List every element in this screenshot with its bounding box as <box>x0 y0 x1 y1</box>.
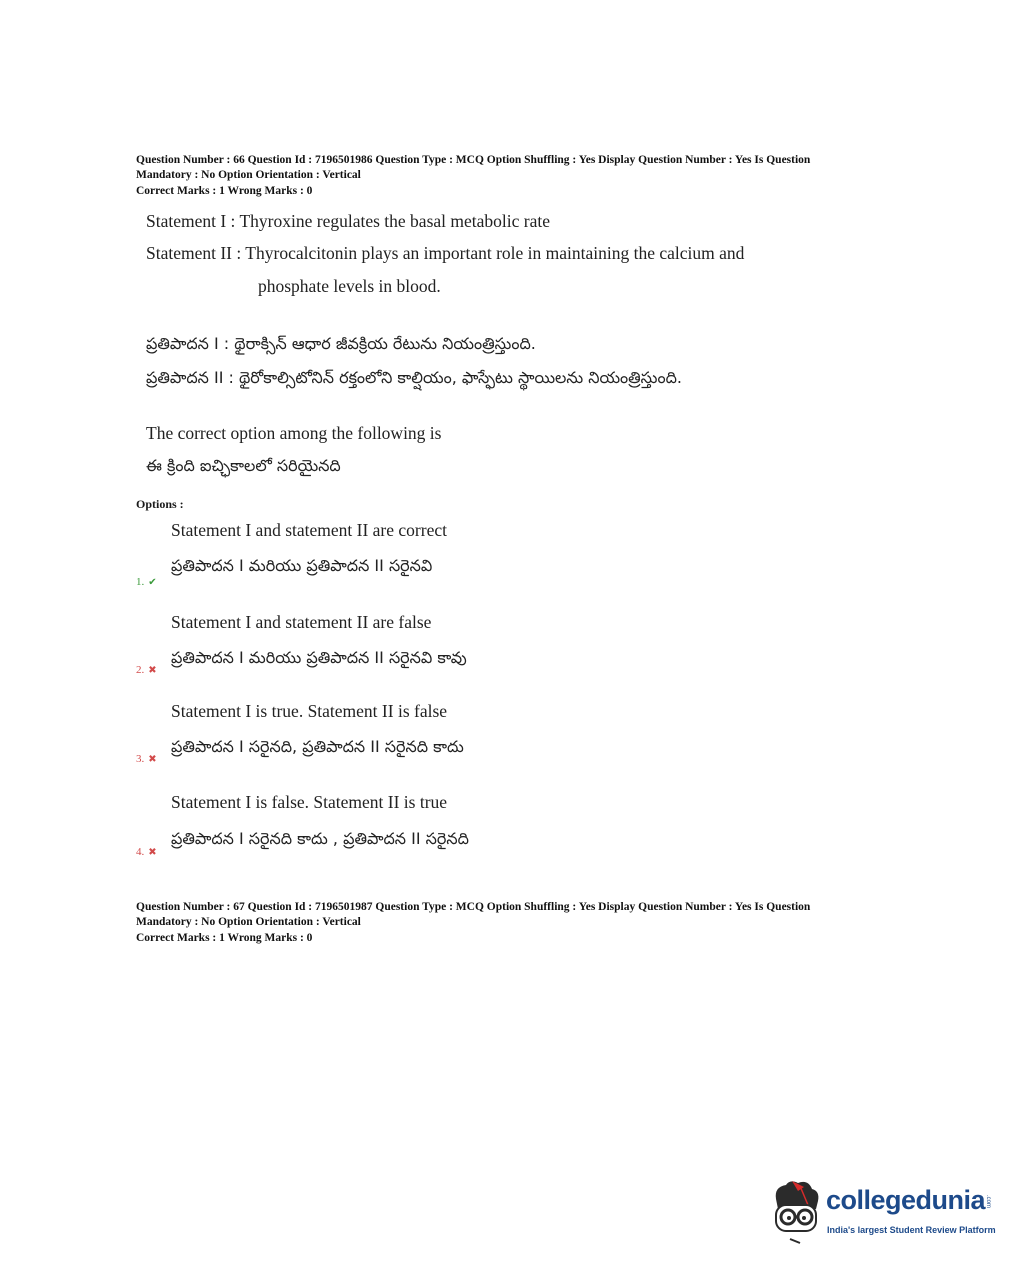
option-2-number <box>136 664 157 676</box>
collegedunia-logo <box>768 1177 996 1245</box>
cross-icon: ✖ <box>148 754 157 765</box>
question-67-meta-line1: Question Number : 67 Question Id : 7196501987 Question Type : MCQ Option Shuffling : Yes Display Question Number : Yes Is Question <box>136 901 811 913</box>
check-icon: ✔ <box>148 577 157 588</box>
option-4-text-en: Statement I is false. Statement II is true <box>171 792 448 812</box>
logo-domain-suffix: .com <box>985 1195 991 1209</box>
question-prompt-te: ఈ క్రింది ఐచ్ఛికాలలో సరియైనది <box>146 456 341 475</box>
option-3-number-label: 3. <box>136 753 145 765</box>
option-1-number <box>136 576 157 588</box>
question-66-meta-line1: Question Number : 66 Question Id : 7196501986 Question Type : MCQ Option Shuffling : Yes Display Question Number : Yes Is Question <box>136 154 811 166</box>
logo-tagline: India's largest Student Review Platform <box>827 1225 996 1235</box>
question-prompt-en: The correct option among the following is <box>146 423 442 443</box>
option-4-text-te: ప్రతిపాదన I సరైనది కాదు , ప్రతిపాదన II సరైనది <box>171 829 469 848</box>
logo-wordmark: collegedunia <box>826 1185 986 1215</box>
options-label: Options : <box>136 497 184 511</box>
statement-1-en: Statement I : Thyroxine regulates the basal metabolic rate <box>146 211 550 231</box>
question-66-marks: Correct Marks : 1 Wrong Marks : 0 <box>136 185 313 197</box>
option-1-number-label: 1. <box>136 576 145 588</box>
cross-icon: ✖ <box>148 847 157 858</box>
cross-icon: ✖ <box>148 665 157 676</box>
question-66-meta <box>136 153 896 199</box>
option-1-text-te: ప్రతిపాదన I మరియు ప్రతిపాదన II సరైనవి <box>171 556 433 575</box>
option-4-number-label: 4. <box>136 846 145 858</box>
option-3-text-en: Statement I is true. Statement II is false <box>171 701 448 721</box>
statement-2-en-line2: phosphate levels in blood. <box>258 276 441 296</box>
option-3-number <box>136 753 157 765</box>
statement-2-en-line1: Statement II : Thyrocalcitonin plays an important role in maintaining the calcium and <box>146 243 745 263</box>
question-66-meta-line2: Mandatory : No Option Orientation : Vertical <box>136 168 361 181</box>
statement-1-te: ప్రతిపాదన I : థైరాక్సిన్ ఆధార జీవక్రియ రేటును నియంత్రిస్తుంది. <box>146 334 536 353</box>
option-2-text-en: Statement I and statement II are false <box>171 612 432 632</box>
option-4-number <box>136 846 157 858</box>
question-67-meta <box>136 900 896 946</box>
option-2-number-label: 2. <box>136 664 145 676</box>
option-2-text-te: ప్రతిపాదన I మరియు ప్రతిపాదన II సరైనవి కావు <box>171 648 467 667</box>
statement-2-te: ప్రతిపాదన II : థైరోకాల్సిటోనిన్ రక్తంలోని కాల్షియం, ఫాస్ఫేటు స్థాయిలను నియంత్రిస్తుంది. <box>146 368 682 387</box>
question-67-meta-line2: Mandatory : No Option Orientation : Vertical <box>136 915 361 928</box>
question-67-marks: Correct Marks : 1 Wrong Marks : 0 <box>136 932 313 944</box>
mascot-icon <box>768 1177 826 1245</box>
option-3-text-te: ప్రతిపాదన I సరైనది, ప్రతిపాదన II సరైనది కాదు <box>171 737 464 756</box>
option-1-text-en: Statement I and statement II are correct <box>171 520 447 540</box>
